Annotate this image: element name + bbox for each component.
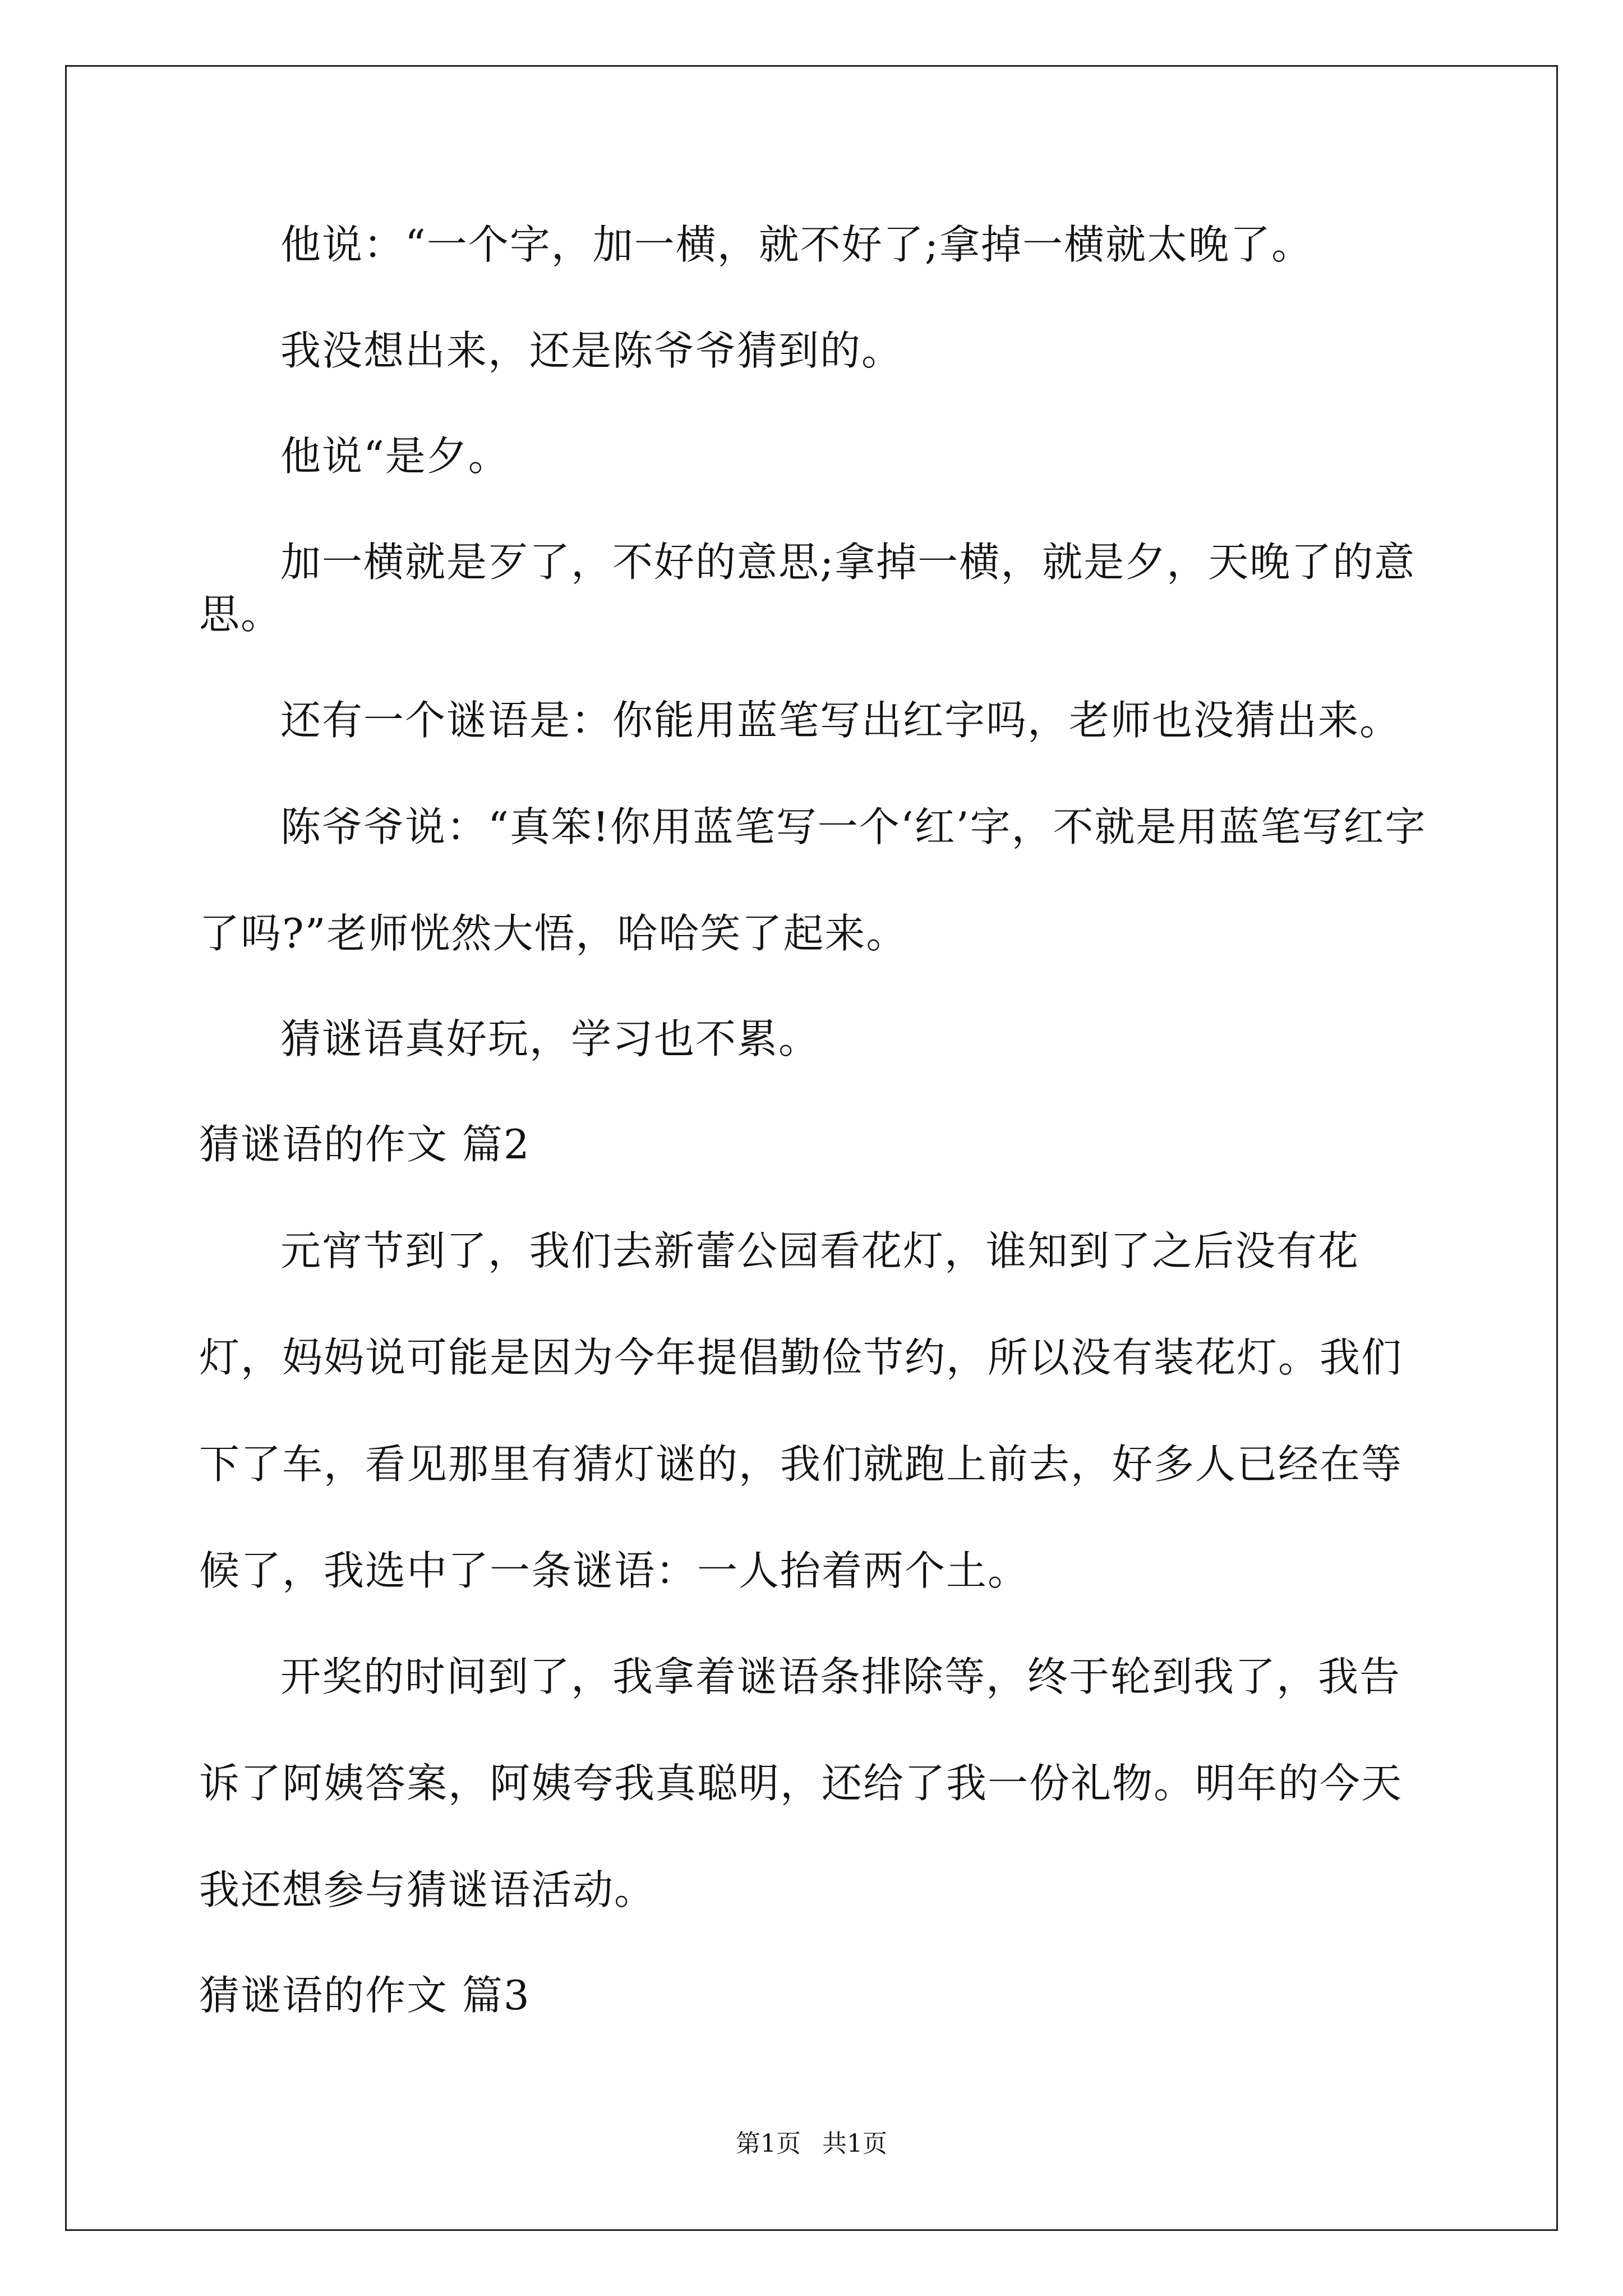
page-number: 第1页 [736, 2129, 801, 2158]
paragraph-7: 猜谜语真好玩，学习也不累。 [280, 1015, 820, 1062]
paragraph-6: 陈爷爷说：“真笨!你用蓝笔写一个‘红’字，不就是用蓝笔写红字了吗?”老师恍然大悟，哈哈笑了起来。 [199, 803, 1427, 957]
section-heading-3: 猜谜语的作文 篇3 [199, 1971, 531, 2019]
page-total: 共1页 [822, 2129, 887, 2158]
page-footer [0, 2123, 1623, 2159]
section-heading-2: 猜谜语的作文 篇2 [199, 1121, 531, 1168]
paragraph-9: 开奖的时间到了，我拿着谜语条排除等，终于轮到我了，我告诉了阿姨答案，阿姨夸我真聪明，还给了我一份礼物。明年的今天我还想参与猜谜语活动。 [199, 1653, 1403, 1913]
paragraph-1: 他说：“一个字，加一横，就不好了;拿掉一横就太晚了。 [280, 221, 1313, 268]
paragraph-5: 还有一个谜语是：你能用蓝笔写出红字吗，老师也没猜出来。 [280, 696, 1401, 744]
paragraph-2: 我没想出来，还是陈爷爷猜到的。 [280, 326, 903, 374]
paragraph-3: 他说“是夕。 [280, 432, 510, 480]
paragraph-4: 加一横就是歹了，不好的意思;拿掉一横，就是夕，天晚了的意思。 [199, 538, 1416, 638]
document-body [199, 219, 1427, 2075]
paragraph-8: 元宵节到了，我们去新蕾公园看花灯，谁知到了之后没有花灯，妈妈说可能是因为今年提倡勤俭节约，所以没有装花灯。我们下了车，看见那里有猜灯谜的，我们就跑上前去，好多人已经在等候了，我选中了一条谜语：一人抬着两个土。 [199, 1227, 1403, 1594]
